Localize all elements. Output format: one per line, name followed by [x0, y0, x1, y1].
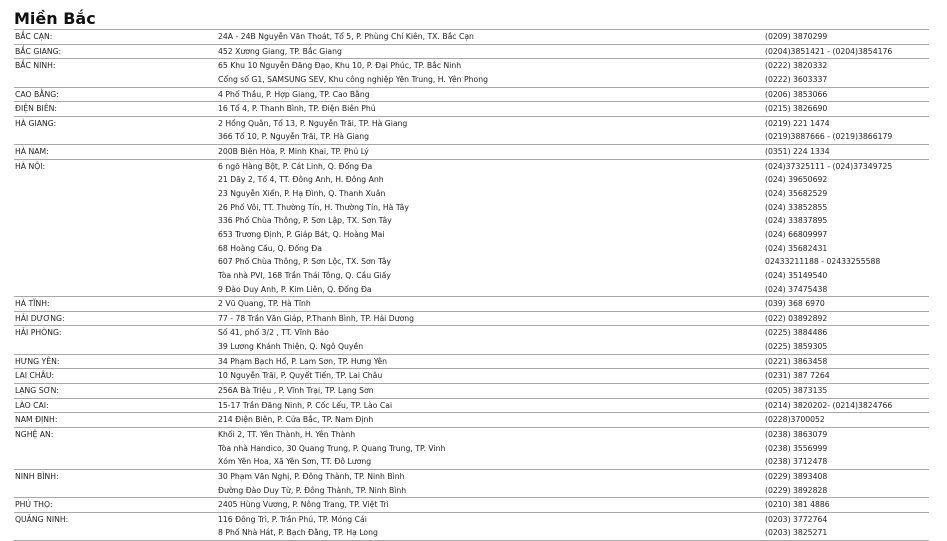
- phone-number: (0221) 3863458: [765, 356, 828, 366]
- province-group: [14, 384, 929, 399]
- phone-number: (0215) 3826690: [765, 104, 828, 114]
- province-name: HÀ TĨNH:: [15, 299, 50, 309]
- address-text: 65 Khu 10 Nguyễn Đăng Đạo, Khu 10, P. Đại Phúc, TP. Bắc Ninh: [218, 61, 462, 71]
- address-text: 30 Phạm Văn Nghị, P. Đông Thành, TP. Ninh Bình: [218, 471, 405, 481]
- province-group: [14, 326, 929, 354]
- province-group: [14, 30, 929, 45]
- phone-number: (022) 03892892: [765, 313, 828, 323]
- province-name: BẮC NINH:: [15, 61, 56, 71]
- phone-number: (0203) 3772764: [765, 514, 828, 524]
- phone-number: (0219)3887666 - (0219)3866179: [765, 132, 893, 142]
- phone-number: (0206) 3853066: [765, 89, 828, 99]
- table-row: [14, 369, 929, 383]
- province-group: [14, 369, 929, 384]
- address-text: Khối 2, TT. Yên Thành, H. Yên Thành: [218, 429, 356, 439]
- phone-number: (0210) 381 4886: [765, 500, 830, 510]
- province-group: [14, 470, 929, 498]
- phone-number: (0229) 3893408: [765, 471, 828, 481]
- province-name: BẮC CẠN:: [15, 32, 53, 41]
- province-name: HÀ NỘI:: [15, 161, 46, 171]
- table-row: [14, 160, 929, 174]
- province-group: [14, 145, 929, 160]
- table-row: [14, 187, 929, 201]
- phone-number: (0228)3700052: [765, 415, 825, 425]
- province-group: [14, 498, 929, 513]
- table-row: [14, 455, 929, 469]
- table-row: [14, 102, 929, 116]
- phone-number: (0238) 3863079: [765, 429, 828, 439]
- address-text: Tòa nhà PVI, 168 Trần Thái Tông, Q. Cầu Giấy: [218, 270, 391, 280]
- province-group: [14, 102, 929, 117]
- province-group: [14, 117, 929, 145]
- province-group: [14, 45, 929, 60]
- address-text: 366 Tổ 10, P. Nguyễn Trãi, TP. Hà Giang: [218, 132, 370, 142]
- table-row: [14, 269, 929, 283]
- province-name: LẠNG SƠN:: [15, 386, 59, 396]
- address-text: 23 Nguyễn Xiển, P. Hạ Đình, Q. Thanh Xuân: [218, 189, 386, 199]
- address-text: 16 Tổ 4, P. Thanh Bình, TP. Điện Biên Phủ: [218, 104, 376, 114]
- address-text: 77 - 78 Trần Văn Giáp, P.Thanh Bình, TP. Hải Dương: [218, 313, 415, 323]
- province-name: HẢI PHÒNG:: [15, 328, 62, 338]
- table-row: [14, 470, 929, 484]
- table-row: [14, 173, 929, 187]
- province-name: BẮC GIANG:: [15, 46, 62, 56]
- province-group: [14, 428, 929, 470]
- address-text: 2405 Hùng Vương, P. Nông Trang, TP. Việt Trì: [218, 500, 389, 510]
- address-text: 39 Lương Khánh Thiện, Q. Ngô Quyền: [218, 342, 364, 352]
- table-row: [14, 228, 929, 242]
- phone-number: (024) 35682529: [765, 189, 828, 199]
- province-name: NAM ĐỊNH:: [15, 415, 58, 425]
- table-row: [14, 201, 929, 215]
- table-row: [14, 59, 929, 73]
- phone-number: (0209) 3870299: [765, 32, 828, 41]
- table-row: [14, 312, 929, 326]
- address-text: 4 Phố Thầu, P. Hợp Giang, TP. Cao Bằng: [218, 89, 370, 99]
- address-text: Xóm Yên Hoa, Xã Yên Sơn, TT. Đô Lương: [218, 457, 372, 467]
- address-text: 607 Phố Chùa Thông, P. Sơn Lộc, TX. Sơn Tây: [218, 257, 392, 267]
- address-text: 256A Bà Triệu , P. Vĩnh Trại, TP. Lạng Sơn: [218, 386, 374, 396]
- address-text: 452 Xương Giang, TP. Bắc Giang: [218, 46, 342, 56]
- table-row: [14, 326, 929, 340]
- province-name: HƯNG YÊN:: [15, 356, 60, 366]
- table-row: [14, 484, 929, 498]
- table-row: [14, 145, 929, 159]
- table-row: [14, 117, 929, 131]
- province-name: HÀ GIANG:: [15, 118, 57, 128]
- address-text: 336 Phố Chùa Thông, P. Sơn Lập, TX. Sơn Tây: [218, 216, 392, 226]
- table-row: [14, 45, 929, 59]
- table-row: [14, 130, 929, 144]
- province-group: [14, 160, 929, 297]
- table-row: [14, 513, 929, 527]
- phone-number: (024) 35682431: [765, 243, 828, 253]
- phone-number: (024) 39650692: [765, 175, 828, 185]
- phone-number: (0222) 3820332: [765, 61, 828, 71]
- phone-number: (0219) 221 1474: [765, 118, 830, 128]
- province-group: [14, 59, 929, 87]
- province-name: ĐIỆN BIÊN:: [15, 104, 58, 114]
- address-text: Cổng số G1, SAMSUNG SEV, Khu công nghiệp Yên Trung, H. Yên Phong: [218, 74, 488, 84]
- address-text: Tòa nhà Handico, 30 Quang Trung, P. Quang Trung, TP. Vinh: [218, 443, 446, 453]
- phone-number: (0231) 387 7264: [765, 371, 830, 381]
- table-row: [14, 442, 929, 456]
- address-text: 6 ngõ Hàng Bột, P. Cát Linh, Q. Đống Đa: [218, 161, 373, 171]
- table-row: [14, 283, 929, 297]
- province-name: CAO BẰNG:: [15, 89, 59, 99]
- phone-number: (0222) 3603337: [765, 74, 828, 84]
- address-text: 116 Đông Trì, P. Trần Phú, TP. Móng Cái: [218, 514, 367, 524]
- province-group: [14, 413, 929, 428]
- phone-number: (024) 33852855: [765, 202, 828, 212]
- address-text: 653 Trương Định, P. Giáp Bát, Q. Hoàng Mai: [218, 229, 385, 239]
- table-row: [14, 297, 929, 311]
- address-text: 15-17 Trần Đăng Ninh, P. Cốc Lếu, TP. Lào Cai: [218, 400, 393, 410]
- service-center-table: [14, 29, 929, 541]
- table-row: [14, 526, 929, 540]
- address-text: 26 Phố Vôi, TT. Thường Tín, H. Thường Tín, Hà Tây: [218, 202, 409, 212]
- province-group: [14, 88, 929, 103]
- table-row: [14, 428, 929, 442]
- phone-number: (024) 37475438: [765, 284, 828, 294]
- table-row: [14, 88, 929, 102]
- table-row: [14, 355, 929, 369]
- address-text: 9 Đào Duy Anh, P. Kim Liên, Q. Đống Đa: [218, 284, 372, 294]
- phone-number: 02433211188 - 02433255588: [765, 257, 881, 267]
- phone-number: (0238) 3712478: [765, 457, 828, 467]
- province-name: LÀO CAI:: [15, 400, 49, 410]
- province-name: HÀ NAM:: [15, 147, 49, 157]
- phone-number: (0214) 3820202- (0214)3824766: [765, 400, 893, 410]
- province-group: [14, 399, 929, 414]
- province-name: HẢI DƯƠNG:: [15, 313, 65, 323]
- address-text: 214 Điện Biên, P. Cửa Bắc, TP. Nam Định: [218, 415, 374, 425]
- page-title: Miền Bắc: [14, 9, 96, 28]
- province-name: NINH BÌNH:: [15, 471, 59, 481]
- phone-number: (0351) 224 1334: [765, 147, 830, 157]
- address-text: 34 Phạm Bạch Hổ, P. Lam Sơn, TP. Hưng Yên: [218, 356, 388, 366]
- table-row: [14, 214, 929, 228]
- phone-number: (0229) 3892828: [765, 485, 828, 495]
- province-name: NGHỆ AN:: [15, 429, 54, 439]
- phone-number: (024) 35149540: [765, 270, 828, 280]
- phone-number: (024) 66809997: [765, 229, 828, 239]
- address-text: Số 41, phố 3/2 , TT. Vĩnh Bảo: [218, 328, 329, 338]
- address-text: 21 Dãy 2, Tổ 4, TT. Đông Anh, H. Đông Anh: [218, 175, 384, 185]
- address-text: Đường Đào Duy Từ, P. Đông Thành, TP. Ninh Bình: [218, 485, 407, 495]
- province-group: [14, 297, 929, 312]
- province-group: [14, 513, 929, 541]
- phone-number: (039) 368 6970: [765, 299, 825, 309]
- province-name: QUẢNG NINH:: [15, 514, 69, 524]
- address-text: 2 Vũ Quang, TP. Hà Tĩnh: [218, 299, 311, 309]
- address-text: 68 Hoàng Cầu, Q. Đống Đa: [218, 243, 322, 253]
- province-group: [14, 355, 929, 370]
- phone-number: (0203) 3825271: [765, 528, 828, 538]
- address-text: 2 Hồng Quân, Tổ 13, P. Nguyễn Trãi, TP. Hà Giang: [218, 118, 408, 128]
- table-row: [14, 242, 929, 256]
- phone-number: (024) 33837895: [765, 216, 828, 226]
- table-row: [14, 73, 929, 87]
- province-group: [14, 312, 929, 327]
- province-name: LAI CHÂU:: [15, 371, 55, 381]
- province-name: PHÚ THỌ:: [15, 500, 53, 510]
- table-row: [14, 413, 929, 427]
- phone-number: (0205) 3873135: [765, 386, 828, 396]
- address-text: 200B Biên Hòa, P. Minh Khai, TP. Phủ Lý: [218, 147, 369, 157]
- table-row: [14, 255, 929, 269]
- table-row: [14, 399, 929, 413]
- table-row: [14, 384, 929, 398]
- phone-number: (0204)3851421 - (0204)3854176: [765, 46, 893, 56]
- phone-number: (0225) 3859305: [765, 342, 828, 352]
- address-text: 10 Nguyễn Trãi, P. Quyết Tiến, TP. Lai Châu: [218, 371, 383, 381]
- table-row: [14, 340, 929, 354]
- table-row: [14, 498, 929, 512]
- address-text: 24A - 24B Nguyễn Văn Thoát, Tổ 5, P. Phùng Chí Kiên, TX. Bắc Cạn: [218, 32, 474, 41]
- phone-number: (0238) 3556999: [765, 443, 828, 453]
- address-text: 8 Phố Nhà Hát, P. Bạch Đằng, TP. Hạ Long: [218, 528, 378, 538]
- phone-number: (024)37325111 - (024)37349725: [765, 161, 893, 171]
- phone-number: (0225) 3884486: [765, 328, 828, 338]
- table-row: [14, 30, 929, 44]
